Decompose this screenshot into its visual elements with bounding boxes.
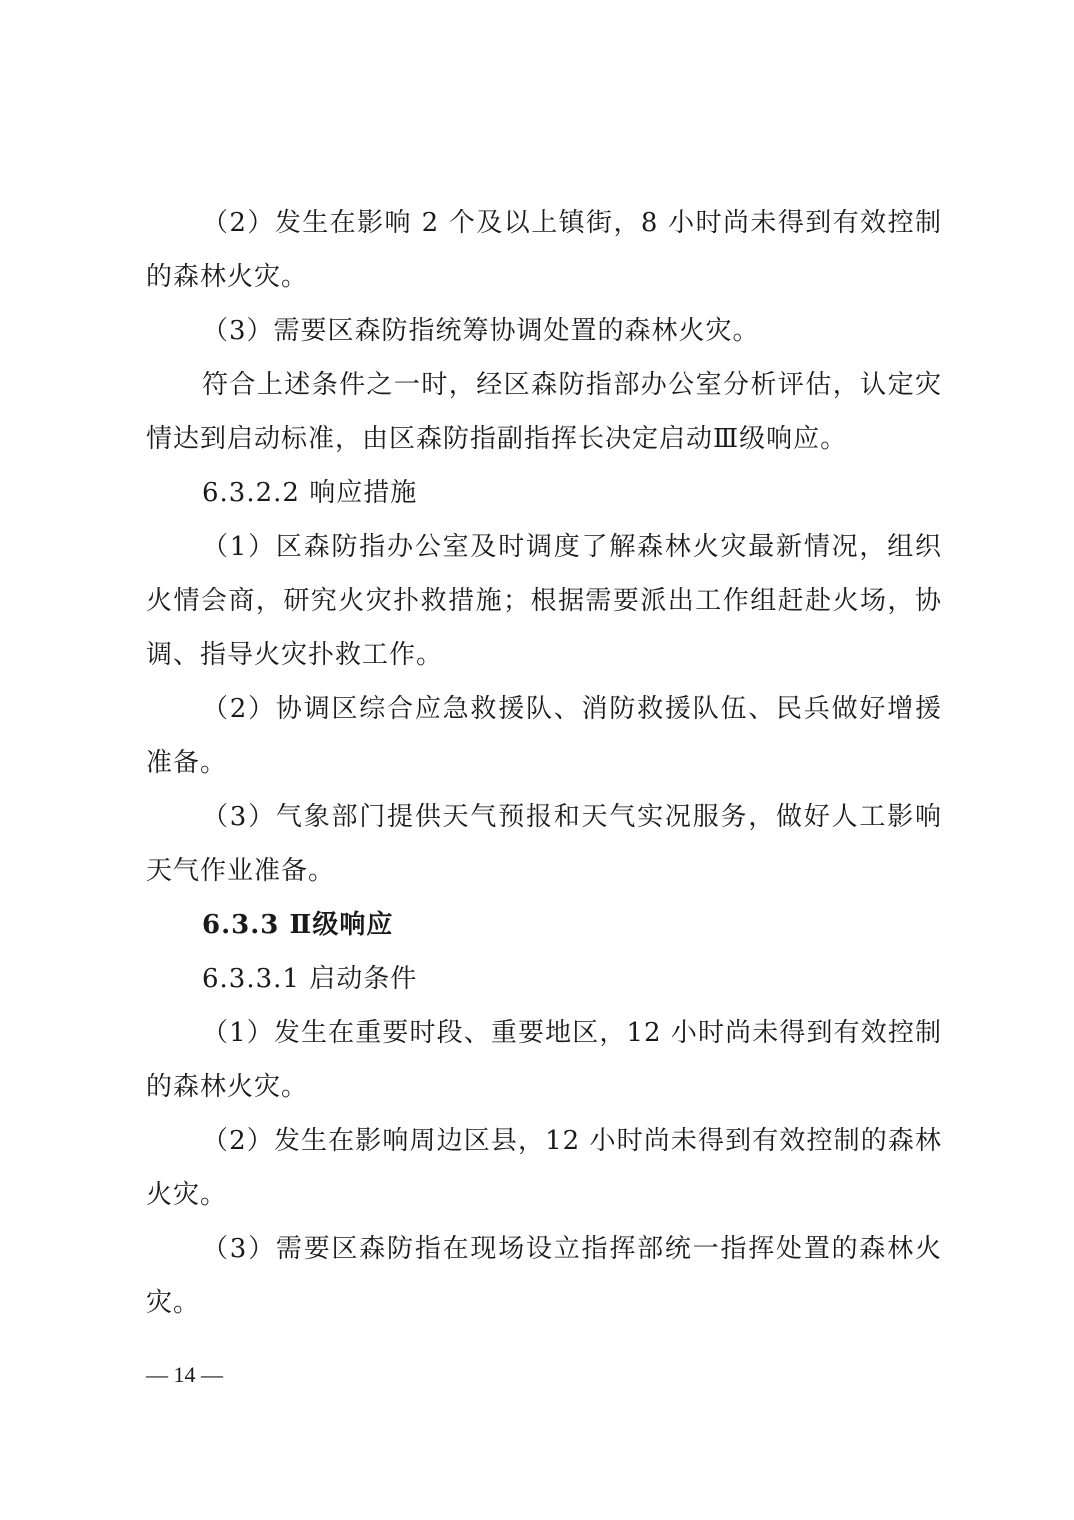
heading-6-3-2-2: 6.3.2.2 响应措施 bbox=[202, 478, 418, 508]
paragraph-measure-2: （2）协调区综合应急救援队、消防救援队伍、民兵做好增援准备。 bbox=[146, 694, 942, 778]
paragraph-measure-3: （3）气象部门提供天气预报和天气实况服务，做好人工影响天气作业准备。 bbox=[146, 802, 942, 886]
document-body bbox=[146, 196, 942, 1330]
paragraph-measure-1: （1）区森防指办公室及时调度了解森林火灾最新情况，组织火情会商，研究火灾扑救措施；根据需要派出工作组赶赴火场，协调、指导火灾扑救工作。 bbox=[146, 532, 942, 670]
heading-6-3-3: 6.3.3 Ⅱ级响应 bbox=[202, 910, 394, 940]
paragraph-condition-2: （2）发生在影响 2 个及以上镇街，8 小时尚未得到有效控制的森林火灾。 bbox=[146, 208, 942, 292]
paragraph-condition-3: （3）需要区森防指统筹协调处置的森林火灾。 bbox=[202, 316, 760, 346]
paragraph-level2-condition-3: （3）需要区森防指在现场设立指挥部统一指挥处置的森林火灾。 bbox=[146, 1234, 942, 1318]
paragraph-level2-condition-1: （1）发生在重要时段、重要地区，12 小时尚未得到有效控制的森林火灾。 bbox=[146, 1018, 942, 1102]
page-number: — 14 — bbox=[146, 1362, 223, 1387]
heading-6-3-3-1: 6.3.3.1 启动条件 bbox=[202, 964, 418, 994]
paragraph-level2-condition-2: （2）发生在影响周边区县，12 小时尚未得到有效控制的森林火灾。 bbox=[146, 1126, 942, 1210]
paragraph-level3-decision: 符合上述条件之一时，经区森防指部办公室分析评估，认定灾情达到启动标准，由区森防指副指挥长决定启动Ⅲ级响应。 bbox=[146, 370, 942, 454]
